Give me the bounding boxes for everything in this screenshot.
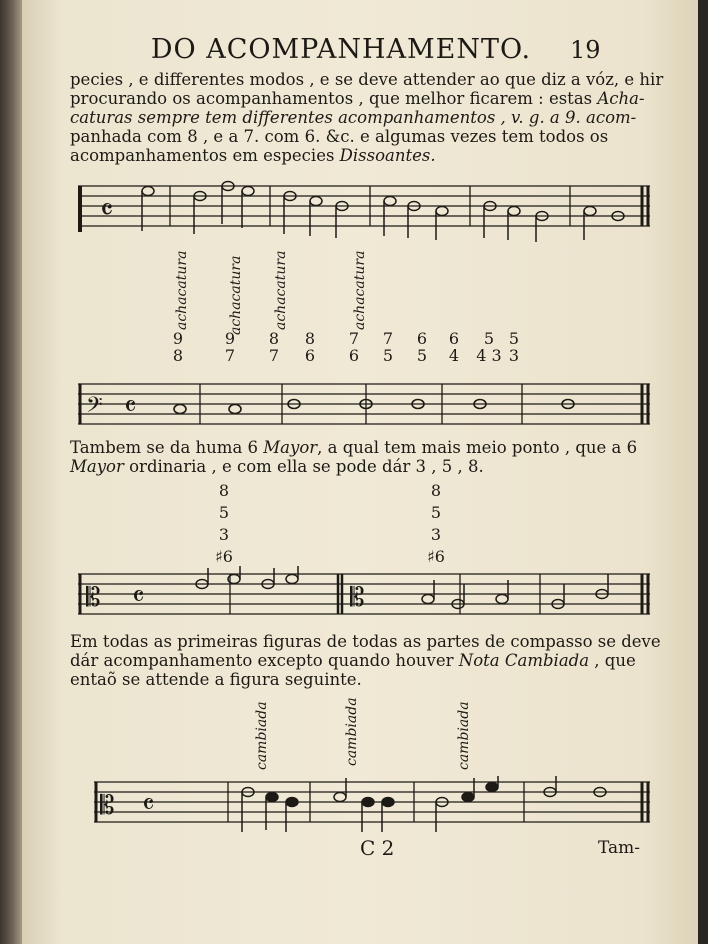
- figure-digit: 4: [448, 346, 460, 365]
- italic-term: Mayor: [263, 438, 318, 457]
- text-run: ordinaria , e com ella se pode dár 3 , 5 , 8.: [123, 457, 484, 476]
- figure-digit: 5: [483, 329, 495, 348]
- text-line: [70, 146, 670, 165]
- text-line: [70, 457, 670, 476]
- common-time-icon: 𝄴: [132, 580, 145, 613]
- text-run: , a qual tem mais meio ponto , que a 6: [317, 438, 638, 457]
- common-time-icon: 𝄴: [142, 788, 155, 821]
- figure-digit: 6: [304, 346, 316, 365]
- text-line: panhada com 8 , e a 7. com 6. &c. e algumas vezes tem todos os: [70, 127, 609, 146]
- figure-digit: ♯6: [427, 547, 445, 566]
- book-page: [22, 0, 698, 944]
- achacatura-label: achacatura: [228, 255, 244, 335]
- text-line: [70, 89, 670, 108]
- achacatura-label: achacatura: [174, 250, 190, 330]
- text-run: , que: [589, 651, 636, 670]
- achacatura-label: achacatura: [352, 250, 368, 330]
- figure-stack: [262, 330, 286, 364]
- figure-digit: 7: [268, 346, 280, 365]
- figure-digit: 6: [416, 329, 428, 348]
- catchword: Tam-: [598, 838, 641, 858]
- cambiada-label: cambiada: [344, 697, 360, 766]
- italic-term: Mayor: [70, 457, 124, 476]
- figure-stack-right: [424, 480, 448, 568]
- figure-digit: 4 3: [476, 346, 502, 365]
- figure-stack-left: [212, 480, 236, 568]
- figure-digit: 7: [348, 329, 360, 348]
- figure-digit: 8: [172, 346, 184, 365]
- figure-digit: 8: [268, 329, 280, 348]
- italic-term: Dissoantes.: [339, 146, 436, 165]
- italic-term: Nota Cambiada: [458, 651, 590, 670]
- figure-digit: 8: [304, 329, 316, 348]
- paragraph-sexta-mayor: [70, 438, 670, 476]
- text-run: procurando os acompanhamentos , que melhor ficarem : estas: [70, 89, 598, 108]
- text-line: pecies , e differentes modos , e se deve attender ao que diz a vóz, e hir: [70, 70, 664, 89]
- paragraph-intro: [70, 70, 670, 165]
- figure-digit: 8: [430, 481, 442, 500]
- figure-stack: [342, 330, 366, 364]
- italic-term: Acha-: [597, 89, 645, 108]
- figure-stack: [410, 330, 434, 364]
- c-clef-icon: 𝄡: [350, 583, 365, 613]
- text-line: [70, 651, 670, 670]
- signature-mark: C 2: [360, 836, 395, 860]
- text-line: caturas sempre tem differentes acompanhamentos , v. g. a 9. acom-: [70, 108, 637, 127]
- music-staff-example2: [70, 566, 654, 626]
- figure-digit: 5: [416, 346, 428, 365]
- page-number: 19: [570, 36, 601, 64]
- figure-digit: 6: [448, 329, 460, 348]
- figure-digit: 7: [382, 329, 394, 348]
- figure-digit: 3: [508, 346, 520, 365]
- running-title: DO ACOMPANHAMENTO.: [150, 34, 532, 65]
- text-run: Tambem se da huma 6: [70, 438, 264, 457]
- cambiada-label: cambiada: [254, 701, 270, 770]
- c-clef-icon: 𝄡: [100, 791, 115, 821]
- figure-digit: 6: [348, 346, 360, 365]
- figure-digit: 5: [508, 329, 520, 348]
- text-line: Em todas as primeiras figuras de todas as partes de compasso se deve: [70, 632, 661, 651]
- figure-stack: [376, 330, 400, 364]
- bass-clef-icon: 𝄢: [86, 393, 103, 423]
- figure-digit: ♯6: [215, 547, 233, 566]
- figure-stack: [218, 330, 242, 364]
- figure-stack: [472, 330, 506, 364]
- text-run: acompanhamentos em especies: [70, 146, 340, 165]
- text-line: entaõ se attende a figura seguinte.: [70, 670, 362, 689]
- figure-stack: [502, 330, 526, 364]
- figure-digit: 5: [430, 503, 442, 522]
- figure-digit: 5: [382, 346, 394, 365]
- achacatura-label: achacatura: [273, 250, 289, 330]
- figure-digit: 3: [430, 525, 442, 544]
- music-staff-example1-bass: [70, 376, 654, 438]
- c-clef-icon: 𝄡: [86, 583, 101, 613]
- figure-digit: 3: [218, 525, 230, 544]
- figure-digit: 7: [224, 346, 236, 365]
- music-staff-example1-upper: [70, 176, 654, 246]
- figure-digit: 8: [218, 481, 230, 500]
- text-line: [70, 438, 670, 457]
- figure-stack: [298, 330, 322, 364]
- figure-digit: 9: [172, 329, 184, 348]
- figure-digit: 9: [224, 329, 236, 348]
- common-time-icon: 𝄴: [124, 390, 137, 423]
- figure-stack: [442, 330, 466, 364]
- text-run: dár acompanhamento excepto quando houver: [70, 651, 459, 670]
- figure-stack: [166, 330, 190, 364]
- cambiada-label: cambiada: [456, 701, 472, 770]
- music-staff-example3: [70, 776, 654, 834]
- figure-digit: 5: [218, 503, 230, 522]
- common-time-icon: 𝄴: [100, 193, 114, 228]
- paragraph-nota-cambiada: [70, 632, 670, 689]
